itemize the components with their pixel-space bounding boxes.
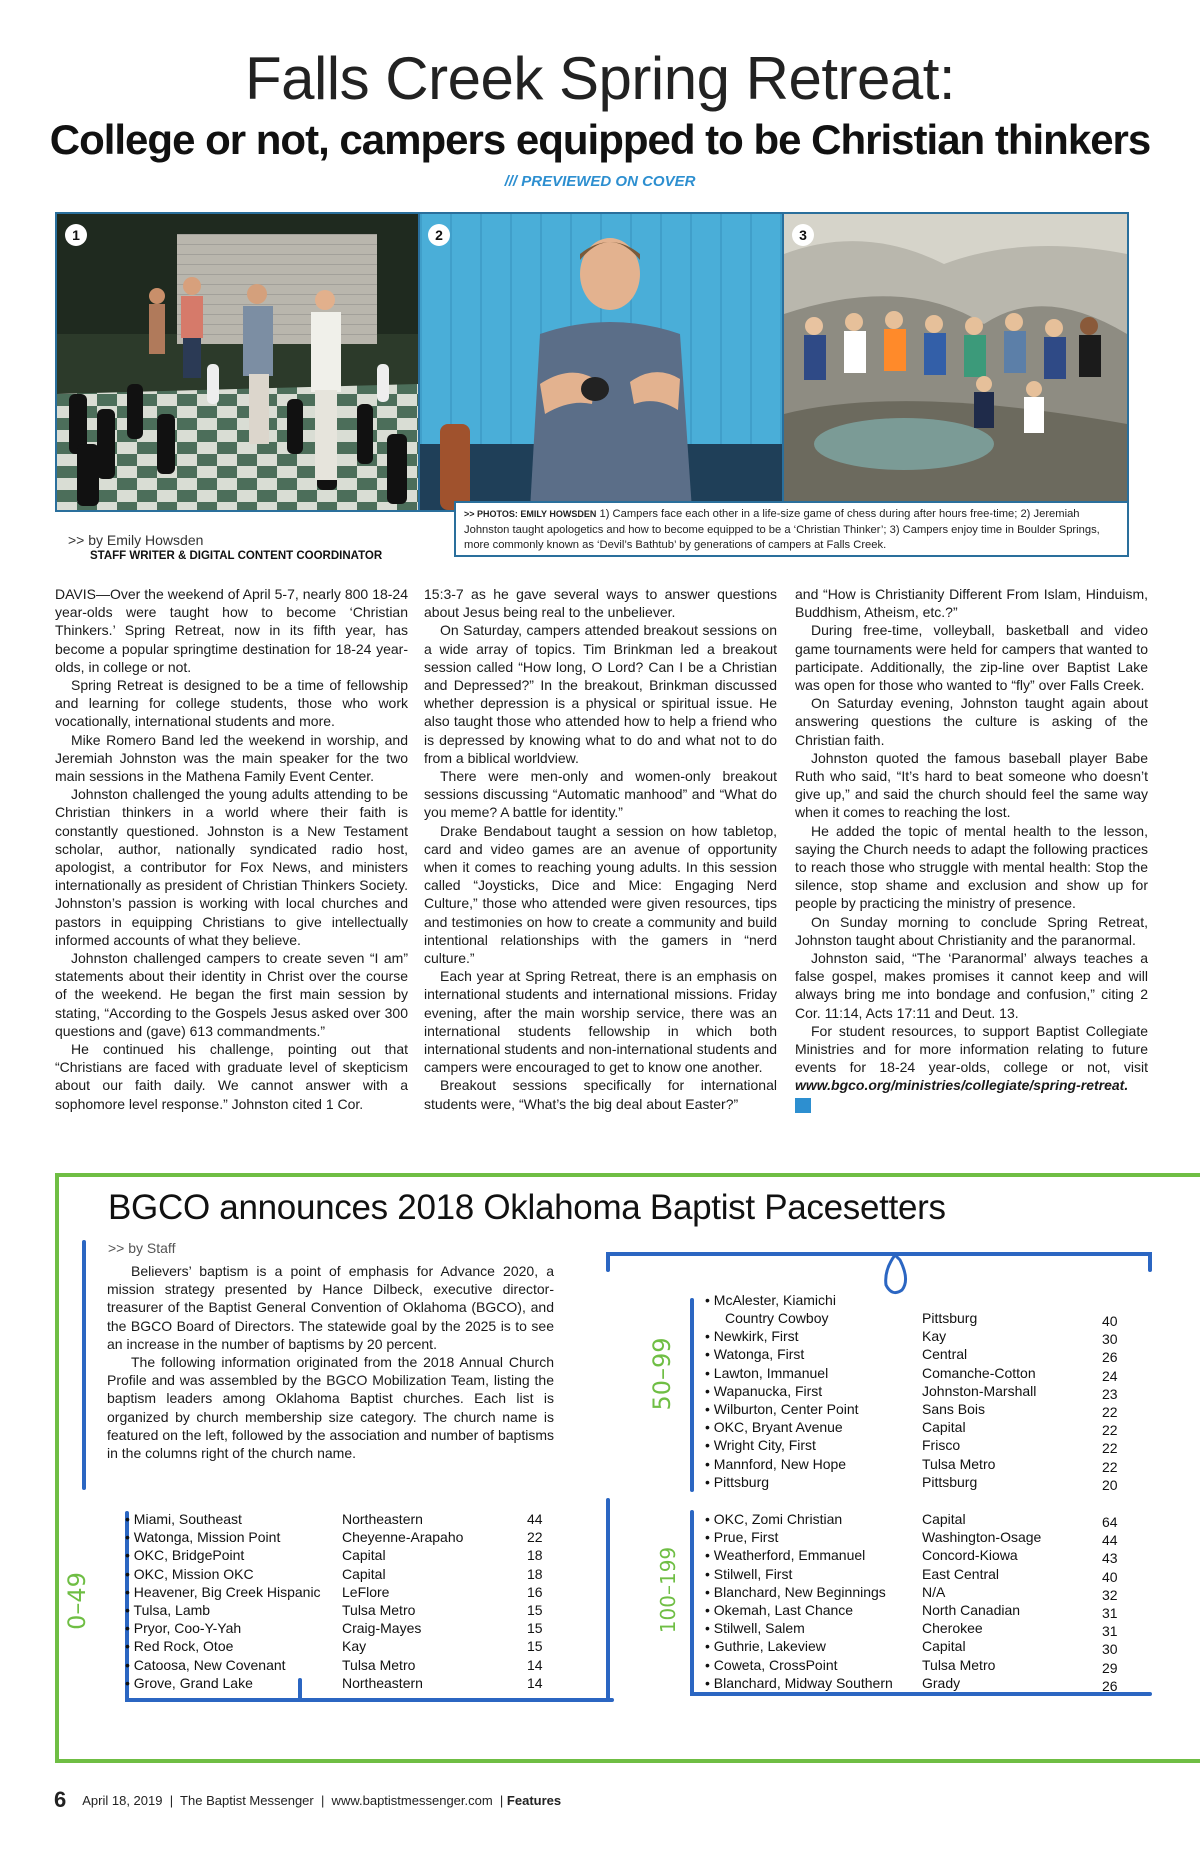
list-row (125, 1583, 555, 1601)
paragraph: On Sunday morning to conclude Spring Retreat, Johnston taught about Christianity and the paranormal. (795, 913, 1148, 948)
list-item-church: • Pryor, Coo-Y-Yah (125, 1620, 242, 1637)
list-item-baptisms: 30 (1102, 1641, 1118, 1658)
list-item-church: • Mannford, New Hope (705, 1455, 847, 1472)
list-item-church: • Wright City, First (705, 1437, 816, 1454)
list-item-association: Capital (342, 1565, 386, 1582)
list-item-church: Country Cowboy (725, 1310, 829, 1326)
list-item-association: North Canadian (922, 1601, 1021, 1618)
list-row (705, 1637, 1135, 1658)
list-item-baptisms: 44 (527, 1511, 543, 1527)
list-item-baptisms: 22 (1102, 1403, 1118, 1420)
list-row (125, 1601, 555, 1619)
list-item-association: Capital (922, 1638, 966, 1655)
list-item-church: • OKC, Bryant Avenue (705, 1419, 843, 1436)
list-row (705, 1327, 1135, 1348)
list-item-church: • Guthrie, Lakeview (705, 1638, 826, 1655)
paragraph: Johnston challenged the young adults attending to be Christian thinkers in a world where their faith is constantly questioned. Johnston is a New Testament scholar, author, nationally syndicated radio host, apologist, a contributor for Fox News, and ministers internationally as president of Christian Thinkers Society. Johnston’s passion is working with local churches and pastors in equipping Christians to give intellectually informed accounts of what they believe. (55, 786, 408, 948)
list-item-association: Washington-Osage (922, 1529, 1042, 1546)
paragraph: Spring Retreat is designed to be a time of fellowship and learning for college students, those who work vocationally, international students and more. (55, 677, 408, 730)
list-item-association: Pittsburg (922, 1473, 978, 1490)
previewed-on-cover: /// PREVIEWED ON COVER (504, 173, 696, 190)
list-item-church: • Lawton, Immanuel (705, 1364, 829, 1381)
list-row (705, 1601, 1135, 1619)
label-50-99: 50–99 (648, 1337, 676, 1411)
list-item-church: • Grove, Grand Lake (125, 1674, 253, 1691)
list-item-baptisms: 22 (1102, 1422, 1118, 1439)
list-item-association: Comanche-Cotton (922, 1364, 1036, 1381)
paragraph: During free-time, volleyball, basketball and video game tournaments were held for campers that wanted to participate. Additionally, the zip-line over Baptist Lake was open for those who wanted to “fly” over Falls Creek. (795, 622, 1148, 694)
page-number: 6 (54, 1787, 67, 1812)
list-item-baptisms: 24 (1102, 1367, 1118, 1384)
list-item-association: LeFlore (342, 1583, 390, 1600)
list-item-baptisms: 14 (527, 1674, 543, 1691)
list-row (705, 1546, 1135, 1567)
list-item-association: Kay (342, 1638, 367, 1655)
list-row (125, 1510, 555, 1528)
label-100-199: 100–199 (656, 1546, 680, 1634)
list-item-baptisms: 64 (1102, 1514, 1118, 1530)
list-item-baptisms: 30 (1102, 1331, 1118, 1348)
paragraph: On Saturday, campers attended breakout sessions on a wide array of topics. Tim Brinkman led a breakout session called “How long, O Lord? Can I be a Christian and Depressed?” In the breakout, Brinkman discussed whether depression is a physical or spiritual issue. He also taught those who attended how to help a friend who is depressed by knowing what to do and what not to do from a biblical worldview. (424, 622, 777, 766)
list-item-association: Tulsa Metro (342, 1656, 416, 1673)
list-item-association: Cheyenne-Arapaho (342, 1529, 464, 1546)
list-row (125, 1674, 555, 1692)
list-item-church: • Wapanucka, First (705, 1382, 823, 1399)
list-item-church: • Weatherford, Emmanuel (705, 1547, 866, 1564)
list-item-association: East Central (922, 1565, 1000, 1582)
list-row (125, 1619, 555, 1637)
list-row (705, 1510, 1135, 1528)
list-item-baptisms: 40 (1102, 1568, 1118, 1585)
paragraph: Each year at Spring Retreat, there is an emphasis on international students and international missions. Friday evening, after the main worship service, there was an international students fellowship in which both international students and non-international students and campers were encouraged to get to know one another. (424, 968, 777, 1076)
list-row (705, 1528, 1135, 1549)
list-item-association: Johnston-Marshall (922, 1382, 1037, 1399)
list-row (705, 1455, 1135, 1473)
paragraph: He added the topic of mental health to the lesson, saying the Church needs to adapt the following practices to reach those who struggle with mental health: Stop the silence, stop shame and exclusion and show up for people by practicing the ministry of presence. (795, 822, 1148, 912)
list-item-baptisms: 15 (527, 1601, 543, 1618)
list-item-church: • Tulsa, Lamb (125, 1601, 211, 1618)
label-0-49: 0–49 (63, 1572, 91, 1630)
footer-text: April 18, 2019 | The Baptist Messenger | www.baptistmessenger.com | (82, 1793, 504, 1808)
list-row (705, 1382, 1135, 1400)
list-item-baptisms: 23 (1102, 1385, 1118, 1402)
list-item-church: • McAlester, Kiamichi (705, 1292, 836, 1308)
list-item-association: Capital (922, 1511, 966, 1527)
list-item-church: • Blanchard, Midway Southern (705, 1674, 893, 1691)
footer-section: Features (506, 1793, 562, 1808)
list-item-baptisms: 44 (1102, 1532, 1118, 1549)
article-subtitle: College or not, campers equipped to be Christian thinkers (49, 116, 1151, 163)
article-byline-role: STAFF WRITER & DIGITAL CONTENT COORDINATOR (90, 550, 383, 562)
list-row (705, 1674, 1135, 1692)
list-row (125, 1528, 555, 1546)
list-item-association: Concord-Kiowa (922, 1547, 1018, 1564)
list-item-baptisms: 20 (1102, 1476, 1118, 1493)
list-item-church: • Coweta, CrossPoint (705, 1656, 838, 1673)
list-item-baptisms: 15 (527, 1638, 543, 1655)
photo-caption-text: 1) Campers face each other in a life-size game of chess during after hours free-time; 2) Jeremiah Johnston taught apologetics and how to become equipped to be a ‘Christian Thinker’; 3) Campers enjoy time in Boulder Springs, more commonly known as ‘Devil’s Bathtub’ by generations of campers at Falls Creek. (464, 508, 1100, 551)
list-item-church: • Red Rock, Otoe (125, 1638, 234, 1655)
list-item-association: Tulsa Metro (342, 1601, 416, 1618)
list-item-church: • Miami, Southeast (125, 1511, 242, 1527)
list-item-association: Central (922, 1346, 968, 1363)
list-item-baptisms: 43 (1102, 1550, 1118, 1567)
list-item-church: • Catoosa, New Covenant (125, 1656, 286, 1673)
list-item-association: N/A (922, 1583, 946, 1600)
paragraph: On Saturday evening, Johnston taught again about answering questions the culture is asking of the Christian faith. (795, 695, 1148, 748)
pacesetters-byline: >> by Staff (108, 1240, 176, 1256)
list-item-association: Pittsburg (922, 1310, 978, 1326)
list-item-church: • Heavener, Big Creek Hispanic (125, 1583, 321, 1600)
paragraph: 15:3-7 as he gave several ways to answer questions about Jesus being real to the unbeliever. (424, 586, 777, 621)
list-row (705, 1364, 1135, 1382)
list-item-baptisms: 22 (527, 1529, 543, 1546)
list-item-baptisms: 31 (1102, 1604, 1118, 1621)
photo-number-1: 1 (65, 224, 87, 246)
list-item-baptisms: 22 (1102, 1440, 1118, 1457)
list-item-baptisms: 18 (527, 1565, 543, 1582)
list-item-association: Tulsa Metro (922, 1656, 996, 1673)
list-50-99 (705, 1309, 1135, 1491)
list-row (705, 1565, 1135, 1583)
list-item-association: Northeastern (342, 1674, 423, 1691)
list-item-church: • Watonga, First (705, 1346, 805, 1363)
paragraph: There were men-only and women-only breakout sessions discussing “Automatic manhood” and “What do you meme? A battle for identity.” (424, 768, 777, 821)
paragraph: The following information originated from the 2018 Annual Church Profile and was assembled by the BGCO Mobilization Team, listing the baptism leaders among Oklahoma Baptist churches. Each list is organized by church membership size category. The church name is featured on the left, followed by the association and number of baptisms in the columns right of the church name. (107, 1354, 554, 1462)
list-item-church: • OKC, Mission OKC (125, 1565, 254, 1582)
list-row (705, 1583, 1135, 1601)
paragraph: DAVIS—Over the weekend of April 5-7, nearly 800 18-24 year-olds were taught how to become ‘Christian Thinkers.’ Spring Retreat, now in its fifth year, has become a popular springtime destination for 18-24 year-olds, in college or not. (55, 586, 408, 675)
list-row (705, 1400, 1135, 1418)
list-row (705, 1436, 1135, 1457)
list-item-association: Craig-Mayes (342, 1620, 422, 1637)
list-item-association: Capital (922, 1419, 966, 1436)
article-title: Falls Creek Spring Retreat: (244, 45, 956, 112)
list-item-church: • Stilwell, First (705, 1565, 793, 1582)
list-item-baptisms: 22 (1102, 1458, 1118, 1475)
paragraph: He continued his challenge, pointing out that “Christians are faced with graduate level of skepticism about our faith daily. We cannot answer with a sophomore level response.” Johnston cited 1 Cor. (55, 1041, 408, 1112)
list-row (125, 1565, 555, 1583)
list-item-association: Capital (342, 1547, 386, 1564)
paragraph: and “How is Christianity Different From Islam, Hinduism, Buddhism, Atheism, etc.?” (795, 586, 1148, 621)
list-100-199 (705, 1510, 1135, 1692)
paragraph: Breakout sessions specifically for international students were, “What’s the big deal about Easter?” (424, 1077, 777, 1112)
paragraph: Believers’ baptism is a point of emphasis for Advance 2020, a mission strategy presented by Hance Dilbeck, executive director-treasurer of the Baptist General Convention of Oklahoma (BGCO), and the BGCO Board of Directors. The statewide goal by the 2025 is to see an increase in the number of baptisms by 20 percent. (107, 1263, 554, 1352)
article-byline: >> by Emily Howsden (68, 532, 204, 548)
photo-credit: >> PHOTOS: EMILY HOWSDEN (464, 509, 597, 519)
list-row (125, 1637, 555, 1655)
list-0-49 (125, 1510, 555, 1692)
list-row (125, 1546, 555, 1564)
page-footer (54, 1787, 561, 1813)
list-item-baptisms: 29 (1102, 1659, 1118, 1676)
spring-retreat-link[interactable]: www.bgco.org/ministries/collegiate/spring-retreat. (795, 1077, 1129, 1094)
list-item-baptisms: 32 (1102, 1586, 1118, 1603)
list-row (705, 1473, 1135, 1491)
list-row (125, 1656, 555, 1674)
list-item-association: Frisco (922, 1437, 961, 1454)
list-item-church: • Prue, First (705, 1529, 779, 1546)
list-item-baptisms: 26 (1102, 1349, 1118, 1366)
list-item-church: • OKC, Zomi Christian (705, 1511, 843, 1527)
paragraph: Johnston said, “The ‘Paranormal’ always teaches a false gospel, makes promises it cannot keep and will always bring me into bondage and confusion,” citing 2 Cor. 11:14, Acts 17:11 and Deut. 13. (795, 950, 1148, 1021)
list-row (705, 1656, 1135, 1674)
list-item-baptisms: 15 (527, 1620, 543, 1637)
list-item-baptisms: 18 (527, 1547, 543, 1564)
list-item-church: • Watonga, Mission Point (125, 1529, 281, 1546)
list-item-church: • OKC, BridgePoint (125, 1547, 245, 1564)
list-row (705, 1619, 1135, 1640)
photo-number-3: 3 (792, 224, 814, 246)
list-item-association: Cherokee (922, 1620, 983, 1637)
list-item-association: Sans Bois (922, 1400, 986, 1417)
list-item-baptisms: 40 (1102, 1313, 1118, 1329)
list-item-association: Grady (922, 1674, 961, 1691)
list-item-church: • Pittsburg (705, 1473, 770, 1490)
paragraph: Johnston quoted the famous baseball player Babe Ruth who said, “It’s hard to beat someone who doesn’t give up,” and said the church should feel the same way when it comes to reaching the lost. (795, 749, 1148, 821)
list-row (705, 1309, 1135, 1327)
list-item-church: • Blanchard, New Beginnings (705, 1583, 886, 1600)
list-item-association: Kay (922, 1328, 947, 1345)
list-item-church: • Wilburton, Center Point (705, 1400, 859, 1417)
list-item-church: • Stilwell, Salem (705, 1620, 805, 1637)
paragraph: Johnston challenged campers to create seven “I am” statements about their identity in Christ over the course of the weekend. He began the first main session by stating, “According to the Gospels Jesus asked over 300 questions and (gave) 613 commandments.” (55, 950, 408, 1039)
paragraph: Mike Romero Band led the weekend in worship, and Jeremiah Johnston was the main speaker for the two main sessions in the Mathena Family Event Center. (55, 731, 408, 785)
photo-number-2: 2 (428, 224, 450, 246)
paragraph-text: For student resources, to support Baptist Collegiate Ministries and for more information relating to future events for 18-24 year-olds, college or not, visit (795, 1022, 1148, 1076)
list-item-association: Tulsa Metro (922, 1455, 996, 1472)
list-50-99-first-line (705, 1291, 836, 1309)
list-item-church: • Newkirk, First (705, 1328, 799, 1345)
list-row (705, 1418, 1135, 1439)
list-item-baptisms: 16 (527, 1583, 543, 1600)
water-drop-icon (889, 1263, 901, 1285)
pacesetters-title: BGCO announces 2018 Oklahoma Baptist Pacesetters (108, 1188, 946, 1227)
list-item-association: Northeastern (342, 1511, 423, 1527)
paragraph: Drake Bendabout taught a session on how tabletop, card and video games are an avenue of opportunity when it comes to reaching young adults. In this session called “Joysticks, Dice and Mice: Engaging Nerd Culture,” those who attended were given resources, tips and testimonies on how to create a community and build intentional relationships with the gamers in “nerd culture.” (424, 822, 777, 967)
list-row (705, 1345, 1135, 1366)
list-item-church: • Okemah, Last Chance (705, 1601, 854, 1618)
end-mark-icon: m (795, 1098, 811, 1113)
list-item-baptisms: 31 (1102, 1623, 1118, 1640)
list-item-baptisms: 26 (1102, 1677, 1118, 1694)
list-item-baptisms: 14 (527, 1656, 543, 1673)
